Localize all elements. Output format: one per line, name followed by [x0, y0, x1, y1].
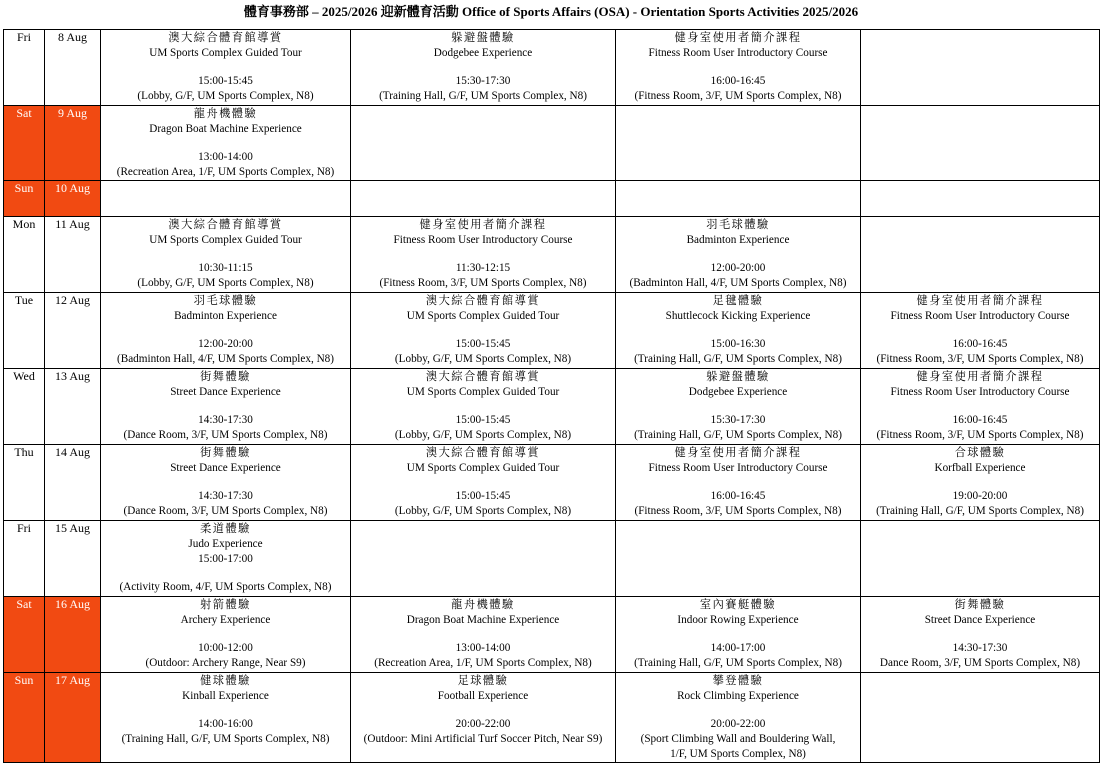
activity-name-cn: 澳大綜合體育館導賞 — [425, 371, 541, 383]
activity-name-en: Badminton Experience — [174, 310, 277, 322]
activity-time: 20:00-22:00 — [455, 718, 511, 730]
event-cell — [351, 369, 616, 445]
activity-name-en: Fitness Room User Introductory Course — [648, 462, 828, 474]
event-cell — [616, 293, 861, 369]
activity-name-cn: 足毽體驗 — [712, 295, 764, 307]
activity-location: (Activity Room, 4/F, UM Sports Complex, N8) — [119, 581, 332, 593]
activity-time: 15:30-17:30 — [455, 75, 511, 87]
activity-name-cn: 街舞體驗 — [200, 371, 251, 383]
day-cell: Tue — [4, 293, 45, 369]
page-title: 體育事務部 – 2025/2026 迎新體育活動 Office of Sports Affairs (OSA) - Orientation Sports Activities 2025/2026 — [243, 4, 859, 19]
activity — [101, 445, 350, 519]
activity — [616, 30, 860, 104]
event-cell — [861, 445, 1100, 521]
activity-name-en: Street Dance Experience — [170, 386, 281, 398]
activity — [616, 445, 860, 519]
activity-name-cn: 足球體驗 — [457, 675, 509, 687]
event-cell — [101, 217, 351, 293]
event-cell — [861, 293, 1100, 369]
activity-time: 14:30-17:30 — [198, 414, 253, 426]
activity-name-en: Badminton Experience — [686, 234, 790, 246]
date-cell: 13 Aug — [45, 369, 101, 445]
activity-name-en: Shuttlecock Kicking Experience — [665, 310, 811, 322]
schedule-row — [4, 181, 1100, 217]
activity-location: (Sport Climbing Wall and Bouldering Wall, — [640, 733, 836, 745]
activity-name-en: Street Dance Experience — [170, 462, 281, 474]
event-cell — [101, 30, 351, 106]
activity-time: 16:00-16:45 — [952, 338, 1008, 350]
event-cell — [101, 597, 351, 673]
event-cell — [616, 597, 861, 673]
day-cell: Mon — [4, 217, 45, 293]
activity — [861, 445, 1099, 519]
activity-name-en: UM Sports Complex Guided Tour — [149, 234, 302, 246]
activity-location: (Recreation Area, 1/F, UM Sports Complex, N8) — [374, 657, 592, 669]
event-cell — [616, 181, 861, 217]
activity-time: 13:00-14:00 — [198, 151, 253, 163]
activity-time: 14:30-17:30 — [198, 490, 253, 502]
activity-location: (Lobby, G/F, UM Sports Complex, N8) — [137, 277, 314, 289]
event-cell — [351, 597, 616, 673]
event-cell — [101, 521, 351, 597]
activity-location: (Fitness Room, 3/F, UM Sports Complex, N8) — [634, 90, 842, 102]
schedule-row — [4, 217, 1100, 293]
activity-time: 11:30-12:15 — [455, 262, 511, 274]
schedule-row — [4, 30, 1100, 106]
activity — [101, 521, 350, 595]
activity-name-en: Korfball Experience — [934, 462, 1026, 474]
event-cell — [351, 106, 616, 181]
activity-location: (Training Hall, G/F, UM Sports Complex, N8) — [379, 90, 587, 102]
event-cell — [351, 521, 616, 597]
activity-name-cn: 羽毛球體驗 — [193, 295, 258, 307]
activity-name-cn: 澳大綜合體育館導賞 — [168, 219, 283, 231]
activity-name-cn: 健身室使用者簡介課程 — [916, 371, 1044, 383]
activity-name-en: Street Dance Experience — [924, 614, 1036, 626]
activity — [861, 369, 1099, 443]
schedule-row — [4, 369, 1100, 445]
date-cell: 14 Aug — [45, 445, 101, 521]
activity-name-cn: 街舞體驗 — [954, 599, 1006, 611]
activity — [616, 217, 860, 291]
date-cell: 15 Aug — [45, 521, 101, 597]
event-cell — [351, 181, 616, 217]
activity-location: (Outdoor: Mini Artificial Turf Soccer Pitch, Near S9) — [363, 733, 603, 745]
activity-location: (Recreation Area, 1/F, UM Sports Complex, N8) — [116, 166, 335, 178]
activity-time: 12:00-20:00 — [710, 262, 766, 274]
activity-name-cn: 健身室使用者簡介課程 — [674, 32, 802, 44]
activity — [351, 445, 615, 519]
activity-name-en: UM Sports Complex Guided Tour — [406, 462, 560, 474]
activity-time: 15:00-16:30 — [710, 338, 766, 350]
event-cell — [101, 106, 351, 181]
activity-time: 19:00-20:00 — [952, 490, 1008, 502]
activity — [351, 293, 615, 367]
activity-time: 16:00-16:45 — [952, 414, 1008, 426]
day-cell: Sun — [4, 673, 45, 763]
activity-time: 14:00-16:00 — [198, 718, 253, 730]
activity — [861, 293, 1099, 367]
day-cell: Fri — [4, 521, 45, 597]
activity — [101, 673, 350, 747]
activity-name-en: Fitness Room User Introductory Course — [890, 310, 1070, 322]
activity — [351, 673, 615, 747]
activity-location: (Fitness Room, 3/F, UM Sports Complex, N8) — [379, 277, 587, 289]
activity-location: (Outdoor: Archery Range, Near S9) — [145, 657, 306, 669]
activity-name-cn: 室內賽艇體驗 — [699, 599, 777, 611]
schedule-table — [3, 29, 1100, 763]
date-cell: 8 Aug — [45, 30, 101, 106]
activity-name-cn: 攀登體驗 — [712, 675, 764, 687]
date-cell: 11 Aug — [45, 217, 101, 293]
day-cell: Fri — [4, 30, 45, 106]
event-cell — [616, 521, 861, 597]
activity — [101, 597, 350, 671]
event-cell — [861, 30, 1100, 106]
activity-name-cn: 澳大綜合體育館導賞 — [168, 32, 283, 44]
event-cell — [861, 181, 1100, 217]
activity — [616, 673, 860, 762]
event-cell — [861, 521, 1100, 597]
event-cell — [101, 673, 351, 763]
event-cell — [616, 673, 861, 763]
activity-name-cn: 合球體驗 — [954, 447, 1006, 459]
activity-location: (Lobby, G/F, UM Sports Complex, N8) — [137, 90, 314, 102]
activity — [351, 217, 615, 291]
activity-name-en: Dragon Boat Machine Experience — [149, 123, 302, 135]
activity — [101, 106, 350, 180]
activity-time: 15:00-15:45 — [455, 338, 511, 350]
activity-name-en: Dodgebee Experience — [433, 47, 533, 59]
event-cell — [861, 217, 1100, 293]
activity-location: (Lobby, G/F, UM Sports Complex, N8) — [394, 505, 572, 517]
event-cell — [101, 293, 351, 369]
activity-name-en: UM Sports Complex Guided Tour — [406, 386, 560, 398]
event-cell — [616, 30, 861, 106]
date-cell: 9 Aug — [45, 106, 101, 181]
activity — [101, 293, 350, 367]
event-cell — [616, 445, 861, 521]
schedule-row — [4, 293, 1100, 369]
activity — [101, 30, 350, 104]
activity-time: 10:00-12:00 — [198, 642, 253, 654]
event-cell — [861, 106, 1100, 181]
date-cell: 10 Aug — [45, 181, 101, 217]
activity-location: (Fitness Room, 3/F, UM Sports Complex, N8) — [876, 353, 1084, 365]
event-cell — [351, 217, 616, 293]
activity-location: (Training Hall, G/F, UM Sports Complex, N8) — [634, 657, 842, 669]
day-cell: Wed — [4, 369, 45, 445]
day-cell: Sat — [4, 597, 45, 673]
activity-name-cn: 射箭體驗 — [200, 599, 251, 611]
date-cell: 12 Aug — [45, 293, 101, 369]
activity-name-en: Indoor Rowing Experience — [677, 614, 799, 626]
day-cell: Thu — [4, 445, 45, 521]
activity-time: 12:00-20:00 — [198, 338, 253, 350]
activity-name-en: Dragon Boat Machine Experience — [406, 614, 560, 626]
activity-time: 15:00-17:00 — [198, 553, 253, 565]
activity-name-cn: 柔道體驗 — [200, 523, 251, 535]
event-cell — [861, 369, 1100, 445]
event-cell — [861, 597, 1100, 673]
activity-location: Dance Room, 3/F, UM Sports Complex, N8) — [879, 657, 1081, 669]
date-cell: 16 Aug — [45, 597, 101, 673]
event-cell — [351, 445, 616, 521]
event-cell — [351, 293, 616, 369]
activity-name-en: Football Experience — [437, 690, 529, 702]
activity — [351, 369, 615, 443]
activity — [101, 369, 350, 443]
activity-location: (Dance Room, 3/F, UM Sports Complex, N8) — [123, 505, 328, 517]
activity-time: 14:30-17:30 — [952, 642, 1008, 654]
activity-location: (Badminton Hall, 4/F, UM Sports Complex, N8) — [117, 353, 334, 365]
event-cell — [351, 30, 616, 106]
activity-location: (Fitness Room, 3/F, UM Sports Complex, N8) — [634, 505, 842, 517]
activity-name-cn: 羽毛球體驗 — [706, 219, 770, 231]
day-cell: Sun — [4, 181, 45, 217]
activity-time: 15:00-15:45 — [198, 75, 253, 87]
activity-name-en: Fitness Room User Introductory Course — [393, 234, 573, 246]
event-cell — [351, 673, 616, 763]
activity-time: 15:00-15:45 — [455, 414, 511, 426]
activity — [351, 597, 615, 671]
activity-location: (Lobby, G/F, UM Sports Complex, N8) — [394, 429, 572, 441]
schedule-row — [4, 106, 1100, 181]
activity-location: 1/F, UM Sports Complex, N8) — [670, 748, 806, 760]
activity — [101, 217, 350, 291]
activity-time: 10:30-11:15 — [198, 262, 253, 274]
activity-name-en: Fitness Room User Introductory Course — [890, 386, 1070, 398]
activity-name-en: Judo Experience — [188, 538, 263, 550]
activity-time: 15:00-15:45 — [455, 490, 511, 502]
activity-time: 20:00-22:00 — [710, 718, 766, 730]
activity-name-cn: 健球體驗 — [200, 675, 251, 687]
activity — [351, 30, 615, 104]
activity-time: 15:30-17:30 — [710, 414, 766, 426]
activity-name-cn: 龍舟機體驗 — [451, 599, 515, 611]
activity-name-cn: 躲避盤體驗 — [706, 371, 770, 383]
activity-name-cn: 龍舟機體驗 — [193, 108, 258, 120]
schedule-row — [4, 445, 1100, 521]
activity — [861, 597, 1099, 671]
activity-location: (Dance Room, 3/F, UM Sports Complex, N8) — [123, 429, 328, 441]
activity — [616, 597, 860, 671]
schedule-row — [4, 521, 1100, 597]
day-cell: Sat — [4, 106, 45, 181]
activity-name-en: Archery Experience — [180, 614, 271, 626]
event-cell — [101, 369, 351, 445]
activity-location: (Training Hall, G/F, UM Sports Complex, N8) — [121, 733, 330, 745]
activity-name-en: Fitness Room User Introductory Course — [648, 47, 828, 59]
date-cell: 17 Aug — [45, 673, 101, 763]
activity-name-cn: 躲避盤體驗 — [451, 32, 515, 44]
activity-location: (Lobby, G/F, UM Sports Complex, N8) — [394, 353, 572, 365]
activity-name-cn: 健身室使用者簡介課程 — [419, 219, 547, 231]
activity-name-en: Rock Climbing Experience — [677, 690, 799, 702]
activity-name-cn: 健身室使用者簡介課程 — [916, 295, 1044, 307]
activity-name-cn: 澳大綜合體育館導賞 — [425, 295, 541, 307]
event-cell — [861, 673, 1100, 763]
activity-name-en: Dodgebee Experience — [688, 386, 788, 398]
event-cell — [616, 369, 861, 445]
activity — [616, 293, 860, 367]
activity-time: 14:00-17:00 — [710, 642, 766, 654]
activity-location: (Fitness Room, 3/F, UM Sports Complex, N8) — [876, 429, 1084, 441]
event-cell — [616, 217, 861, 293]
event-cell — [101, 181, 351, 217]
schedule-row — [4, 597, 1100, 673]
activity-location: (Training Hall, G/F, UM Sports Complex, N8) — [634, 429, 842, 441]
activity-time: 16:00-16:45 — [710, 490, 766, 502]
activity-location: (Training Hall, G/F, UM Sports Complex, N8) — [876, 505, 1084, 517]
activity-name-cn: 健身室使用者簡介課程 — [674, 447, 802, 459]
activity-name-en: UM Sports Complex Guided Tour — [149, 47, 302, 59]
activity — [616, 369, 860, 443]
event-cell — [101, 445, 351, 521]
activity-name-cn: 澳大綜合體育館導賞 — [425, 447, 541, 459]
activity-location: (Training Hall, G/F, UM Sports Complex, N8) — [634, 353, 842, 365]
activity-time: 13:00-14:00 — [455, 642, 511, 654]
activity-name-cn: 街舞體驗 — [200, 447, 251, 459]
activity-name-en: Kinball Experience — [182, 690, 269, 702]
activity-time: 16:00-16:45 — [710, 75, 766, 87]
schedule-row — [4, 673, 1100, 763]
activity-name-en: UM Sports Complex Guided Tour — [406, 310, 560, 322]
event-cell — [616, 106, 861, 181]
activity-location: (Badminton Hall, 4/F, UM Sports Complex, N8) — [629, 277, 847, 289]
